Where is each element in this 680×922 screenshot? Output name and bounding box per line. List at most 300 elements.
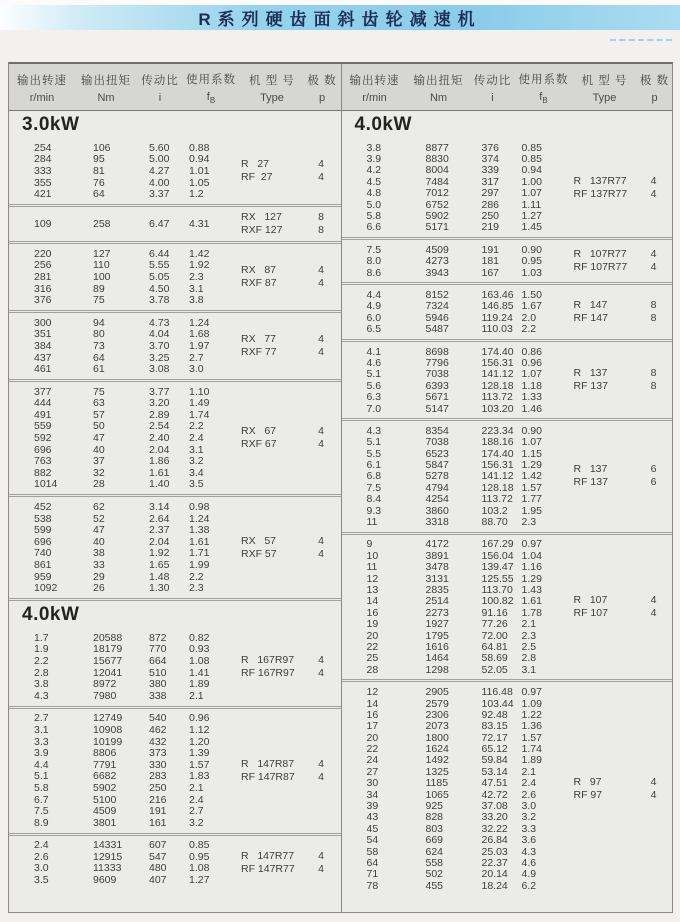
ratio: 103.44 bbox=[481, 697, 514, 710]
service-factor: 3.6 bbox=[521, 834, 537, 847]
ratio: 139.47 bbox=[481, 561, 514, 574]
output-torque: 803 bbox=[425, 822, 444, 835]
output-torque: 76 bbox=[93, 176, 105, 189]
ratio: 4.50 bbox=[149, 282, 170, 295]
spec-row bbox=[9, 632, 341, 644]
service-factor: 1.04 bbox=[521, 549, 542, 562]
spec-row bbox=[9, 571, 341, 583]
service-factor: 0.98 bbox=[189, 501, 210, 514]
service-factor: 1.57 bbox=[189, 758, 210, 771]
service-factor: 3.1 bbox=[521, 663, 537, 676]
right-panel bbox=[341, 64, 673, 912]
output-torque: 15677 bbox=[93, 654, 123, 667]
spec-row bbox=[9, 398, 341, 410]
ratio: 100.82 bbox=[481, 595, 514, 608]
service-factor: 0.90 bbox=[521, 243, 542, 256]
spec-group bbox=[9, 494, 341, 598]
spec-row bbox=[342, 210, 673, 221]
service-factor: 1.77 bbox=[521, 493, 542, 506]
spec-row bbox=[342, 448, 673, 459]
output-torque: 8972 bbox=[93, 678, 117, 691]
col-label: 机 型 号 bbox=[581, 75, 628, 87]
ratio: 77.26 bbox=[481, 618, 508, 631]
ratio: 1.61 bbox=[149, 466, 170, 479]
service-factor: 1.74 bbox=[189, 408, 210, 421]
col-label: 传动比 bbox=[141, 75, 179, 87]
output-torque: 52 bbox=[93, 512, 105, 525]
output-torque: 558 bbox=[425, 856, 444, 869]
spec-group bbox=[342, 418, 673, 532]
ratio: 72.00 bbox=[481, 629, 508, 642]
col-unit: i bbox=[158, 92, 162, 104]
output-speed: 444 bbox=[34, 397, 52, 410]
output-torque: 3318 bbox=[425, 516, 449, 529]
service-factor: 0.97 bbox=[521, 538, 542, 551]
output-speed: 377 bbox=[34, 385, 52, 398]
model-type: RX 57 RXF 57 bbox=[241, 534, 277, 560]
service-factor: 1.46 bbox=[521, 402, 542, 415]
service-factor: 4.9 bbox=[521, 868, 537, 881]
spec-group bbox=[342, 339, 673, 418]
ratio: 4.27 bbox=[149, 164, 170, 177]
output-speed: 2.6 bbox=[34, 850, 49, 863]
service-factor: 1.57 bbox=[521, 731, 542, 744]
output-torque: 20588 bbox=[93, 631, 123, 644]
service-factor: 2.8 bbox=[521, 652, 537, 665]
output-speed: 17 bbox=[366, 720, 379, 733]
spec-row bbox=[342, 743, 673, 754]
service-factor: 2.3 bbox=[189, 582, 204, 595]
ratio: 3.77 bbox=[149, 385, 170, 398]
output-speed: 78 bbox=[366, 879, 379, 892]
ratio: 22.37 bbox=[481, 856, 508, 869]
output-speed: 1092 bbox=[34, 582, 58, 595]
service-factor: 0.97 bbox=[521, 686, 542, 699]
output-speed: 3.1 bbox=[34, 723, 49, 736]
output-torque: 6682 bbox=[93, 770, 117, 783]
ratio: 161 bbox=[149, 816, 167, 829]
output-speed: 14 bbox=[366, 697, 379, 710]
poles: 6 6 bbox=[650, 463, 657, 489]
service-factor: 1.42 bbox=[189, 247, 210, 260]
left-panel-body bbox=[9, 111, 341, 912]
ratio: 32.22 bbox=[481, 822, 508, 835]
ratio: 5.60 bbox=[149, 141, 170, 154]
service-factor: 4.31 bbox=[189, 217, 210, 230]
service-factor: 1.20 bbox=[189, 735, 210, 748]
ratio: 2.64 bbox=[149, 512, 170, 525]
output-speed: 333 bbox=[34, 164, 52, 177]
spec-row bbox=[342, 573, 673, 584]
ratio: 3.20 bbox=[149, 397, 170, 410]
watermark-dash-line bbox=[610, 39, 672, 41]
spec-row bbox=[9, 794, 341, 806]
output-speed: 43 bbox=[366, 811, 379, 824]
ratio: 4.00 bbox=[149, 176, 170, 189]
spec-row bbox=[342, 812, 673, 823]
output-speed: 3.3 bbox=[34, 735, 49, 748]
col-unit: p bbox=[318, 92, 326, 104]
col-label: 极 数 bbox=[307, 75, 337, 87]
output-speed: 592 bbox=[34, 432, 52, 445]
output-speed: 376 bbox=[34, 294, 52, 307]
output-speed: 14 bbox=[366, 595, 379, 608]
output-torque: 8830 bbox=[425, 153, 449, 166]
service-factor: 1.42 bbox=[521, 470, 542, 483]
left-panel-header bbox=[9, 64, 341, 111]
spec-row bbox=[342, 880, 673, 891]
service-factor: 1.07 bbox=[521, 436, 542, 449]
ratio: 119.24 bbox=[481, 311, 513, 324]
output-speed: 220 bbox=[34, 247, 52, 260]
service-factor: 1.89 bbox=[521, 754, 542, 767]
ratio: 540 bbox=[149, 712, 167, 725]
spec-row bbox=[342, 391, 673, 402]
col-label: 输出扭矩 bbox=[81, 75, 131, 87]
output-speed: 6.5 bbox=[366, 323, 382, 336]
output-torque: 8877 bbox=[425, 141, 449, 154]
output-torque: 57 bbox=[93, 408, 105, 421]
output-speed: 696 bbox=[34, 535, 52, 548]
output-torque: 47 bbox=[93, 432, 105, 445]
ratio: 2.89 bbox=[149, 408, 170, 421]
service-factor: 1.33 bbox=[521, 391, 542, 404]
spec-row bbox=[9, 690, 341, 702]
ratio: 5.00 bbox=[149, 153, 170, 166]
service-factor: 0.88 bbox=[189, 141, 210, 154]
service-factor: 0.85 bbox=[521, 153, 542, 166]
output-torque: 3131 bbox=[425, 572, 449, 585]
ratio: 407 bbox=[149, 874, 167, 887]
spec-group bbox=[342, 679, 673, 895]
spec-group bbox=[9, 310, 341, 379]
output-torque: 3943 bbox=[425, 266, 449, 279]
output-torque: 1298 bbox=[425, 663, 449, 676]
col-unit: Nm bbox=[429, 92, 448, 104]
ratio: 3.37 bbox=[149, 188, 170, 201]
output-speed: 20 bbox=[366, 731, 379, 744]
poles: 8 8 bbox=[650, 367, 657, 393]
output-speed: 4.2 bbox=[366, 164, 382, 177]
output-torque: 12041 bbox=[93, 666, 123, 679]
output-speed: 12 bbox=[366, 572, 379, 585]
ratio: 510 bbox=[149, 666, 167, 679]
service-factor: 1.16 bbox=[521, 561, 542, 574]
spec-row bbox=[9, 271, 341, 283]
spec-row bbox=[342, 403, 673, 414]
model-type: R 107 RF 107 bbox=[573, 594, 608, 620]
service-factor: 1.45 bbox=[521, 221, 542, 234]
service-factor: 4.6 bbox=[521, 856, 537, 869]
ratio: 5.05 bbox=[149, 270, 170, 283]
spec-row bbox=[9, 524, 341, 536]
service-factor: 2.7 bbox=[189, 351, 204, 364]
output-speed: 7.5 bbox=[366, 243, 382, 256]
ratio: 167.29 bbox=[481, 538, 514, 551]
spec-row bbox=[9, 363, 341, 375]
ratio: 3.14 bbox=[149, 501, 170, 514]
col-header-poles bbox=[305, 70, 339, 104]
service-factor: 0.96 bbox=[521, 356, 542, 369]
output-speed: 254 bbox=[34, 141, 52, 154]
ratio: 113.72 bbox=[481, 493, 513, 506]
ratio: 146.85 bbox=[481, 300, 514, 313]
model-type: R 167R97 RF 167R97 bbox=[241, 653, 295, 679]
output-torque: 5847 bbox=[425, 459, 449, 472]
output-torque: 61 bbox=[93, 363, 105, 376]
output-torque: 40 bbox=[93, 535, 105, 548]
col-unit: $f_B$ bbox=[539, 90, 548, 106]
col-unit: i bbox=[491, 92, 494, 104]
service-factor: 2.4 bbox=[521, 777, 537, 790]
col-header-output-torque bbox=[75, 70, 137, 104]
output-speed: 16 bbox=[366, 708, 379, 721]
output-speed: 58 bbox=[366, 845, 379, 858]
output-torque: 5171 bbox=[425, 221, 449, 234]
service-factor: 1.22 bbox=[521, 708, 542, 721]
spec-group bbox=[342, 532, 673, 680]
output-torque: 12749 bbox=[93, 712, 123, 725]
output-speed: 7.5 bbox=[34, 805, 49, 818]
service-factor: 1.41 bbox=[189, 666, 210, 679]
output-torque: 32 bbox=[93, 466, 105, 479]
service-factor: 1.74 bbox=[521, 743, 542, 756]
output-speed: 3.0 bbox=[34, 862, 49, 875]
poles: 4 4 bbox=[650, 594, 657, 620]
col-header-output-torque bbox=[408, 70, 470, 104]
service-factor: 1.07 bbox=[521, 187, 542, 200]
output-speed: 1.7 bbox=[34, 631, 49, 644]
spec-row bbox=[342, 494, 673, 505]
ratio: 297 bbox=[481, 187, 500, 200]
spec-row bbox=[9, 724, 341, 736]
spec-group bbox=[342, 138, 673, 237]
service-factor: 2.1 bbox=[189, 689, 204, 702]
output-torque: 7324 bbox=[425, 300, 449, 313]
output-torque: 110 bbox=[93, 259, 110, 272]
spec-row bbox=[342, 153, 673, 164]
ratio: 26.84 bbox=[481, 834, 508, 847]
output-speed: 8.0 bbox=[366, 255, 382, 268]
spec-row bbox=[342, 686, 673, 697]
spec-row bbox=[9, 444, 341, 456]
output-speed: 599 bbox=[34, 524, 52, 537]
service-factor: 1.03 bbox=[521, 266, 542, 279]
spec-row bbox=[342, 199, 673, 210]
service-factor: 2.2 bbox=[189, 420, 204, 433]
output-speed: 8.4 bbox=[366, 493, 382, 506]
output-torque: 7484 bbox=[425, 175, 449, 188]
ratio: 156.31 bbox=[481, 356, 514, 369]
ratio: 113.72 bbox=[481, 391, 513, 404]
service-factor: 0.85 bbox=[521, 141, 542, 154]
output-torque: 8806 bbox=[93, 747, 117, 760]
output-torque: 5100 bbox=[93, 793, 117, 806]
service-factor: 1.12 bbox=[189, 723, 210, 736]
output-speed: 461 bbox=[34, 363, 52, 376]
ratio: 872 bbox=[149, 631, 167, 644]
output-torque: 5278 bbox=[425, 470, 449, 483]
service-factor: 0.94 bbox=[521, 164, 542, 177]
service-factor: 1.00 bbox=[521, 175, 542, 188]
spec-row bbox=[342, 505, 673, 516]
ratio: 141.12 bbox=[481, 368, 514, 381]
spec-row bbox=[342, 301, 673, 312]
output-torque: 64 bbox=[93, 188, 105, 201]
service-factor: 2.4 bbox=[189, 793, 204, 806]
col-header-poles bbox=[638, 70, 672, 104]
output-torque: 64 bbox=[93, 351, 105, 364]
output-speed: 6.8 bbox=[366, 470, 382, 483]
service-factor: 1.05 bbox=[189, 176, 210, 189]
col-header-ratio bbox=[470, 70, 516, 104]
ratio: 25.03 bbox=[481, 845, 508, 858]
output-torque: 7980 bbox=[93, 689, 117, 702]
ratio: 163.46 bbox=[481, 289, 514, 301]
output-torque: 5147 bbox=[425, 402, 449, 415]
output-torque: 4509 bbox=[93, 805, 117, 818]
output-torque: 7038 bbox=[425, 368, 449, 381]
output-torque: 6752 bbox=[425, 198, 449, 211]
output-speed: 4.8 bbox=[366, 187, 382, 200]
spec-row bbox=[9, 165, 341, 177]
output-torque: 10908 bbox=[93, 723, 123, 736]
service-factor: 3.2 bbox=[189, 816, 204, 829]
service-factor: 2.3 bbox=[521, 516, 537, 529]
output-torque: 669 bbox=[425, 834, 444, 847]
output-torque: 80 bbox=[93, 328, 105, 341]
spec-row bbox=[342, 562, 673, 573]
output-torque: 37 bbox=[93, 455, 105, 468]
ratio: 91.16 bbox=[481, 606, 508, 619]
ratio: 216 bbox=[149, 793, 167, 806]
ratio: 432 bbox=[149, 735, 167, 748]
service-factor: 0.95 bbox=[189, 850, 210, 863]
service-factor: 1.36 bbox=[521, 720, 542, 733]
col-unit: Type bbox=[592, 92, 617, 104]
spec-row bbox=[342, 607, 673, 618]
service-factor: 1.29 bbox=[521, 459, 542, 472]
output-speed: 2.8 bbox=[34, 666, 49, 679]
spec-row bbox=[342, 709, 673, 720]
ratio: 174.40 bbox=[481, 447, 514, 460]
ratio: 250 bbox=[481, 210, 500, 223]
ratio: 376 bbox=[481, 141, 500, 154]
output-torque: 925 bbox=[425, 800, 444, 813]
ratio: 374 bbox=[481, 153, 500, 166]
output-speed: 5.6 bbox=[366, 379, 382, 392]
ratio: 480 bbox=[149, 862, 167, 875]
service-factor: 1.78 bbox=[521, 606, 542, 619]
output-speed: 8.6 bbox=[366, 266, 382, 279]
poles: 8 8 bbox=[650, 299, 657, 325]
output-torque: 10199 bbox=[93, 735, 123, 748]
service-factor: 1.89 bbox=[189, 678, 210, 691]
output-speed: 39 bbox=[366, 800, 379, 813]
output-torque: 33 bbox=[93, 559, 105, 572]
output-speed: 6.6 bbox=[366, 221, 382, 234]
model-type: R 147R77 RF 147R77 bbox=[241, 849, 295, 875]
output-speed: 25 bbox=[366, 652, 379, 665]
ratio: 3.25 bbox=[149, 351, 170, 364]
service-factor: 3.5 bbox=[189, 478, 204, 491]
poles: 4 4 bbox=[318, 849, 324, 875]
ratio: 47.51 bbox=[481, 777, 508, 790]
service-factor: 1.57 bbox=[521, 481, 542, 494]
service-factor: 2.2 bbox=[189, 570, 204, 583]
output-torque: 455 bbox=[425, 879, 444, 892]
ratio: 1.65 bbox=[149, 559, 170, 572]
col-label: 使用系数 bbox=[518, 73, 569, 86]
output-speed: 284 bbox=[34, 153, 52, 166]
spec-row bbox=[9, 713, 341, 725]
ratio: 156.31 bbox=[481, 459, 514, 472]
output-torque: 1795 bbox=[425, 629, 449, 642]
ratio: 20.14 bbox=[481, 868, 508, 881]
service-factor: 1.11 bbox=[521, 198, 542, 211]
spec-row bbox=[342, 380, 673, 391]
output-speed: 2.7 bbox=[34, 712, 49, 725]
ratio: 103.2 bbox=[481, 504, 508, 517]
output-torque: 5487 bbox=[425, 323, 449, 336]
output-speed: 11 bbox=[366, 561, 378, 574]
output-torque: 1624 bbox=[425, 743, 449, 756]
output-speed: 4.4 bbox=[366, 289, 382, 301]
output-torque: 2514 bbox=[425, 595, 449, 608]
output-speed: 20 bbox=[366, 629, 379, 642]
service-factor: 1.07 bbox=[521, 368, 542, 381]
output-speed: 19 bbox=[366, 618, 379, 631]
spec-row bbox=[9, 455, 341, 467]
service-factor: 2.1 bbox=[521, 765, 537, 778]
ratio: 2.04 bbox=[149, 443, 170, 456]
ratio: 128.18 bbox=[481, 379, 514, 392]
spec-row bbox=[342, 823, 673, 834]
service-factor: 2.3 bbox=[521, 629, 537, 642]
spec-group bbox=[9, 204, 341, 241]
output-torque: 5671 bbox=[425, 391, 449, 404]
service-factor: 1.83 bbox=[189, 770, 210, 783]
col-unit: Type bbox=[260, 92, 284, 104]
spec-row bbox=[9, 559, 341, 571]
ratio: 1.40 bbox=[149, 478, 170, 491]
ratio: 547 bbox=[149, 850, 167, 863]
spec-row bbox=[9, 536, 341, 548]
output-torque: 18179 bbox=[93, 643, 123, 656]
output-torque: 127 bbox=[93, 247, 111, 260]
output-speed: 28 bbox=[366, 663, 379, 676]
output-torque: 40 bbox=[93, 443, 105, 456]
ratio: 191 bbox=[481, 243, 500, 256]
spec-row bbox=[9, 352, 341, 364]
spec-row bbox=[9, 805, 341, 817]
service-factor: 1.71 bbox=[189, 547, 210, 560]
service-factor: 1.29 bbox=[521, 572, 542, 585]
left-panel bbox=[9, 64, 341, 912]
model-type: R 147 RF 147 bbox=[573, 299, 608, 325]
output-speed: 452 bbox=[34, 501, 52, 514]
ratio: 110.03 bbox=[481, 323, 513, 336]
output-speed: 4.4 bbox=[34, 758, 49, 771]
page-title: R系列硬齿面斜齿轮减速机 bbox=[198, 10, 482, 29]
output-speed: 491 bbox=[34, 408, 52, 421]
spec-row bbox=[342, 437, 673, 448]
output-speed: 316 bbox=[34, 282, 52, 295]
col-header-service-factor bbox=[183, 69, 239, 105]
spec-group bbox=[9, 706, 341, 833]
model-type: R 97 RF 97 bbox=[573, 775, 603, 801]
spec-row bbox=[342, 312, 673, 323]
